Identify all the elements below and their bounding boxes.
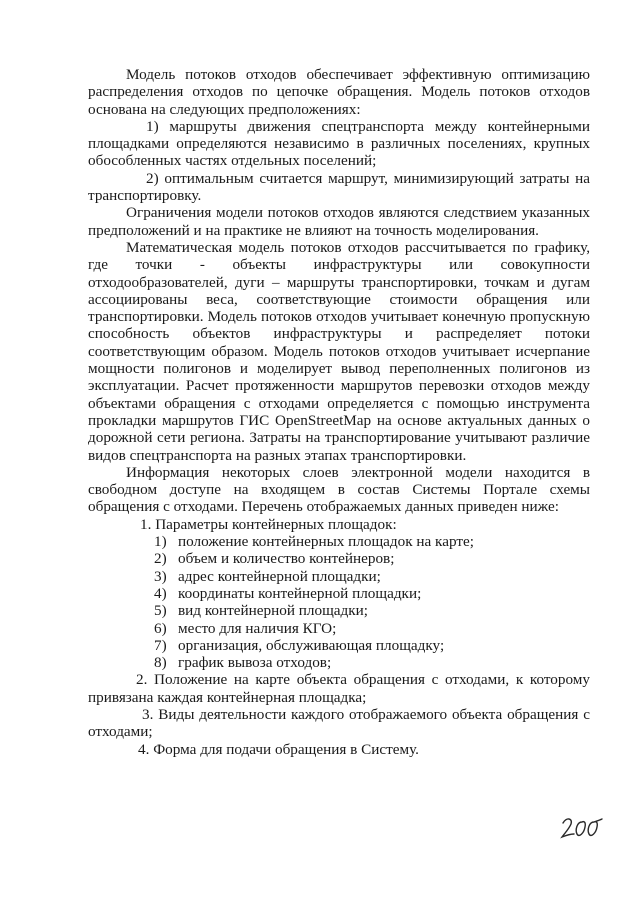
list-item: 6) место для наличия КГО;	[154, 619, 337, 637]
list-item-appeal-form: 4. Форма для подачи обращения в Систему.	[138, 740, 419, 758]
list-item: 2) объем и количество контейнеров;	[154, 550, 395, 568]
paragraph-assumption-1: 1) маршруты движения спецтранспорта между контейнерными площадками определяются независимо в различных поселениях, крупных обособленных частях отдельных поселений;	[88, 117, 590, 170]
paragraph-model-overview: Модель потоков отходов обеспечивает эффективную оптимизацию распределения отходов по цепочке обращения. Модель потоков отходов основана на следующих предположениях:	[88, 66, 590, 118]
list-item-map-position: 2. Положение на карте объекта обращения с отходами, к которому привязана каждая контейнерная площадка;	[88, 671, 590, 706]
paragraph-public-info: Информация некоторых слоев электронной модели находится в свободном доступе на входящем в состав Системы Портале схемы обращения с отходами. Перечень отображаемых данных приведен ниже:	[88, 463, 590, 516]
list-item: 7) организация, обслуживающая площадку;	[154, 636, 445, 654]
list-item: 8) график вывоза отходов;	[154, 654, 332, 672]
list-item: 3) адрес контейнерной площадки;	[154, 567, 381, 585]
handwritten-page-number-icon	[560, 814, 604, 840]
paragraph-limitations: Ограничения модели потоков отходов являются следствием указанных предположений и на практике не влияют на точность моделирования.	[88, 204, 590, 239]
container-parameters-list	[88, 533, 590, 671]
document-body	[88, 66, 590, 758]
list-item: 5) вид контейнерной площадки;	[154, 602, 368, 620]
list-item: 1) положение контейнерных площадок на карте;	[154, 533, 474, 551]
list-item-container-parameters: 1. Параметры контейнерных площадок:	[140, 515, 397, 533]
list-item: 4) координаты контейнерной площадки;	[154, 584, 422, 602]
paragraph-math-model: Математическая модель потоков отходов рассчитывается по графику, где точки - объекты инфраструктуры или совокупности отходообразователей, дуги – маршруты транспортировки, точкам и дугам ассоциированы веса, соответствующие стоимости обращения или транспортировки. Модель потоков отходов учитывает конечную пропускную способность объектов инфраструктуры и распределяет потоки соответствующим образом. Модель потоков отходов учитывает исчерпание мощности полигонов и моделирует вывод переполненных полигонов из эксплуатации. Расчет протяженности маршрутов перевозки отходов между объектами обращения с отходами определяется с помощью инструмента прокладки маршрутов ГИС OpenStreetMap на основе актуальных данных о дорожной сети региона. Затраты на транспортирование учитывают различие видов спецтранспорта на разных этапах транспортировки.	[88, 238, 590, 464]
list-item-activity-types: 3. Виды деятельности каждого отображаемого объекта обращения с отходами;	[88, 705, 590, 741]
paragraph-assumption-2: 2) оптимальным считается маршрут, минимизирующий затраты на транспортировку.	[88, 169, 590, 205]
